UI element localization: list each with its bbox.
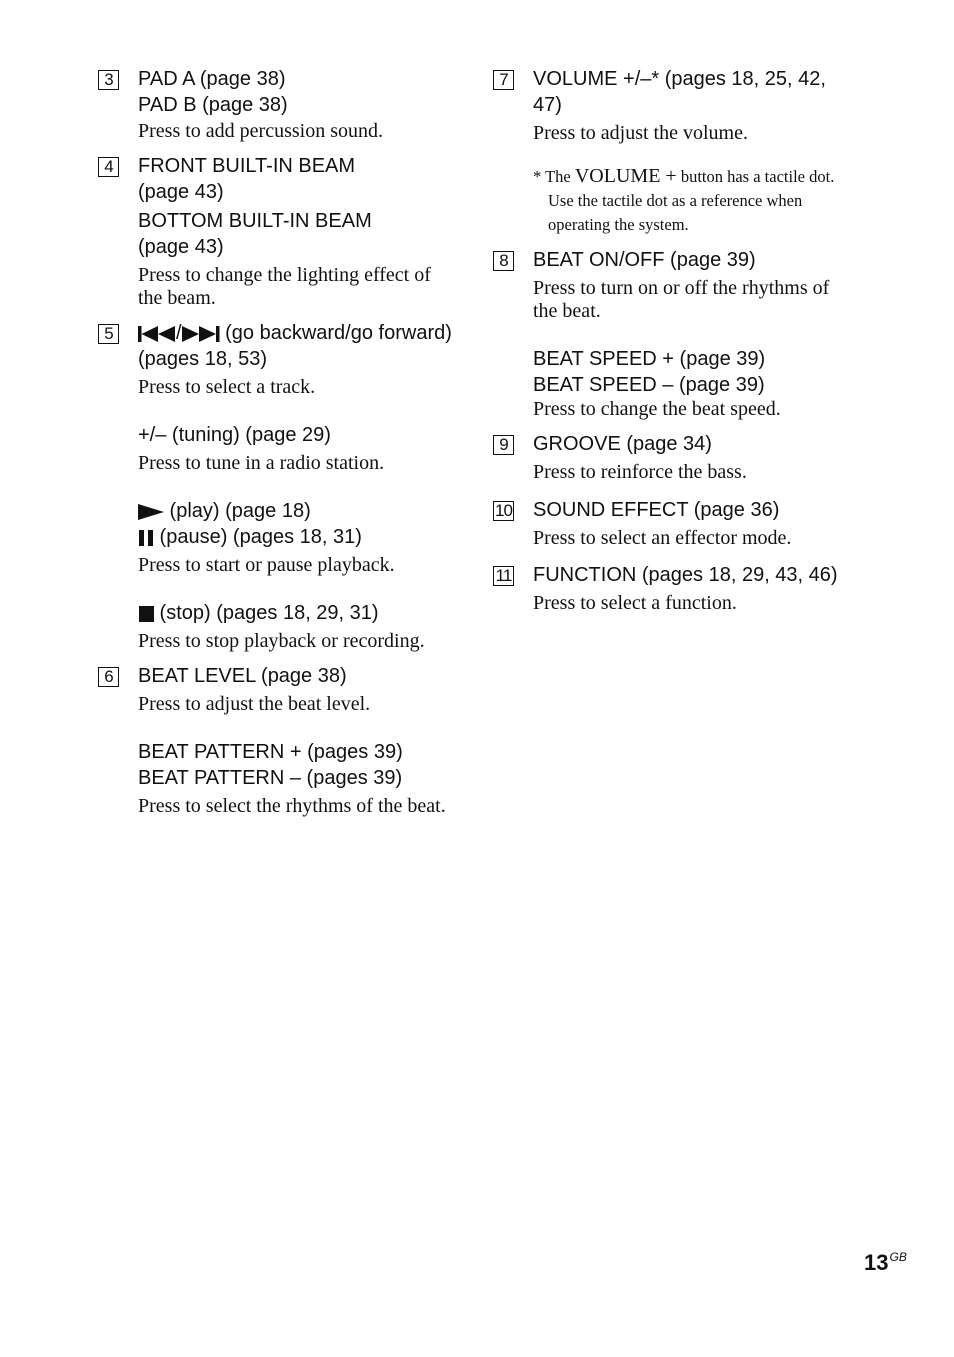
list-item <box>493 247 853 421</box>
list-item <box>493 431 853 484</box>
separator-slash: / <box>176 322 182 344</box>
sub-item <box>138 739 458 818</box>
item-heading: +/– (tuning) (page 29) <box>138 424 331 446</box>
list-item <box>98 66 458 143</box>
item-heading-text: (pause) (pages 18, 31) <box>154 526 362 548</box>
right-column <box>493 66 853 615</box>
item-number-box: 11 <box>493 566 514 586</box>
item-heading: BEAT PATTERN + (pages 39) <box>138 741 403 763</box>
item-description: Press to stop playback or recording. <box>138 630 425 652</box>
left-column <box>98 66 458 818</box>
item-description: Press to change the lighting effect of the beam. <box>138 264 431 309</box>
item-description: Press to adjust the beat level. <box>138 693 371 715</box>
item-description: Press to turn on or off the rhythms of the beat. <box>533 277 830 322</box>
item-description: Press to select an effector mode. <box>533 527 792 549</box>
item-description: Press to reinforce the bass. <box>533 461 747 483</box>
item-number-box: 4 <box>98 157 119 177</box>
item-heading: PAD B (page 38) <box>138 94 288 116</box>
item-number-box: 9 <box>493 435 514 455</box>
previous-track-icon <box>138 326 176 342</box>
page-number: $13^{GB}$ <box>864 1250 907 1275</box>
item-heading <box>138 498 458 524</box>
item-description: Press to start or pause playback. <box>138 554 395 576</box>
item-description: Press to add percussion sound. <box>138 120 383 142</box>
item-heading-text: (stop) (pages 18, 29, 31) <box>154 602 379 624</box>
play-icon <box>138 504 164 520</box>
item-number-box: 5 <box>98 324 119 344</box>
item-number-box: 6 <box>98 667 119 687</box>
item-number-box: 3 <box>98 70 119 90</box>
item-heading: BEAT LEVEL (page 38) <box>138 665 347 687</box>
item-description: Press to select the rhythms of the beat. <box>138 795 446 817</box>
item-heading: FRONT BUILT-IN BEAM <box>138 155 356 177</box>
stop-icon <box>138 606 154 622</box>
item-heading: (page 43) <box>138 236 224 258</box>
item-heading: PAD A (page 38) <box>138 68 286 90</box>
list-item <box>493 497 853 550</box>
next-track-icon <box>182 326 220 342</box>
item-description: Press to adjust the volume. <box>533 122 748 144</box>
item-heading-text: (go backward/go forward) (pages 18, 53) <box>138 322 452 370</box>
item-description: Press to tune in a radio station. <box>138 452 385 474</box>
item-heading: BOTTOM BUILT-IN BEAM <box>138 210 372 232</box>
item-heading: BEAT SPEED – (page 39) <box>533 374 765 396</box>
list-item <box>98 663 458 818</box>
item-description: Press to select a track. <box>138 376 316 398</box>
item-heading: BEAT SPEED + (page 39) <box>533 348 766 370</box>
item-heading <box>138 320 458 372</box>
item-number-box: 10 <box>493 501 514 521</box>
item-number-box: 7 <box>493 70 514 90</box>
item-heading: (page 43) <box>138 181 224 203</box>
item-number-box: 8 <box>493 251 514 271</box>
sub-item <box>138 422 458 475</box>
sub-item <box>138 498 458 577</box>
item-heading <box>138 600 458 626</box>
list-item <box>98 320 458 653</box>
list-item <box>98 153 458 310</box>
item-heading <box>138 524 458 550</box>
item-description: Press to change the beat speed. <box>533 398 781 420</box>
footnote: * The VOLUME + button has a tactile dot. Use the tactile dot as a reference when operating the system. <box>533 165 835 234</box>
sub-item <box>533 346 853 421</box>
item-heading: BEAT PATTERN – (pages 39) <box>138 767 403 789</box>
item-heading: SOUND EFFECT (page 36) <box>533 499 780 521</box>
region-code: GB <box>889 1250 907 1264</box>
item-heading-text: (play) (page 18) <box>164 500 311 522</box>
item-heading: FUNCTION (pages 18, 29, 43, 46) <box>533 564 838 586</box>
list-item <box>493 562 853 615</box>
item-heading: BEAT ON/OFF (page 39) <box>533 249 756 271</box>
item-description: Press to select a function. <box>533 592 737 614</box>
list-item <box>493 66 853 237</box>
item-heading: VOLUME +/–* (pages 18, 25, 42, 47) <box>533 68 826 116</box>
pause-icon <box>138 530 154 546</box>
sub-item <box>138 600 458 653</box>
item-heading: GROOVE (page 34) <box>533 433 712 455</box>
